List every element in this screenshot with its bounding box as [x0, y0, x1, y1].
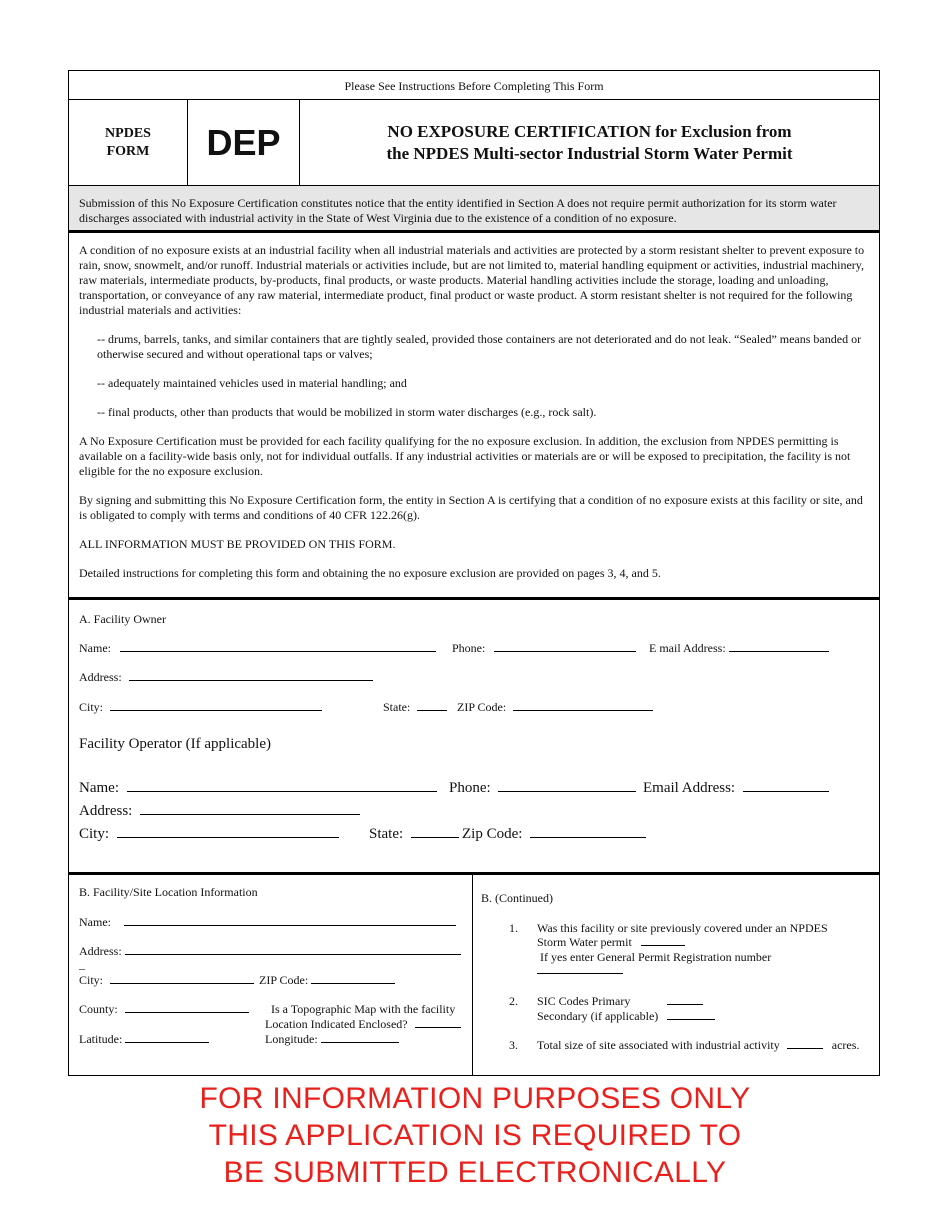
site-zip-row: [259, 973, 395, 988]
owner-state-row: [383, 700, 447, 715]
dep-logo-text: DEP: [188, 100, 300, 185]
owner-zip-label: ZIP Code:: [457, 700, 507, 714]
question-3-number: 3.: [509, 1038, 518, 1052]
site-latitude-row: [79, 1032, 209, 1047]
topo-map-answer-field[interactable]: [415, 1017, 461, 1028]
owner-name-field[interactable]: [120, 641, 436, 652]
submission-notice: Submission of this No Exposure Certification constitutes notice that the entity identified in Section A does not require permit authorization for its storm water discharges associated with industrial activity in the State of West Virginia due to the existence of a condition of no exposure.: [69, 186, 879, 233]
operator-name-label: Name:: [79, 780, 119, 796]
owner-city-row: [79, 700, 322, 715]
form-title-line1: NO EXPOSURE CERTIFICATION for Exclusion from: [387, 121, 792, 141]
operator-zip-field[interactable]: [530, 827, 646, 838]
operator-state-field[interactable]: [411, 827, 459, 838]
question-2-number: 2.: [509, 994, 518, 1008]
owner-zip-row: [457, 700, 653, 715]
site-address-field[interactable]: [125, 944, 461, 955]
site-name-row: [79, 915, 456, 930]
owner-zip-field[interactable]: [513, 700, 653, 711]
owner-address-row: [79, 670, 373, 685]
owner-state-label: State:: [383, 700, 411, 714]
operator-address-label: Address:: [79, 803, 133, 819]
registration-number-row: [537, 963, 623, 978]
section-b-location-info: [69, 875, 473, 1075]
question-1-line3: If yes enter General Permit Registration number: [540, 950, 772, 964]
stamp-line3: BE SUBMITTED ELECTRONICALLY: [223, 1156, 727, 1189]
owner-email-field[interactable]: [729, 641, 829, 652]
question-1-line1: Was this facility or site previously covered under an NPDES: [537, 921, 828, 935]
npdes-label-line2: FORM: [106, 143, 150, 159]
site-county-label: County:: [79, 1002, 118, 1016]
section-b-continued: [473, 875, 879, 1075]
instructions-banner: Please See Instructions Before Completing This Form: [69, 71, 879, 100]
site-city-label: City:: [79, 973, 104, 987]
section-a-facility-owner: [69, 600, 879, 875]
site-county-field[interactable]: [125, 1002, 249, 1013]
operator-email-field[interactable]: [743, 781, 829, 792]
section-b: [69, 875, 879, 1075]
sic-secondary-row: [537, 1009, 715, 1024]
explanation-paragraph-3: By signing and submitting this No Exposure Certification form, the entity in Section A is certifying that a condition of no exposure exists at this facility or site, and is obligated to comply with terms and conditions of 40 CFR 122.26(g).: [79, 493, 863, 522]
site-latitude-label: Latitude:: [79, 1032, 123, 1046]
stamp-line2: THIS APPLICATION IS REQUIRED TO: [208, 1119, 742, 1152]
owner-city-field[interactable]: [110, 700, 322, 711]
owner-state-field[interactable]: [417, 700, 447, 711]
facility-operator-heading: Facility Operator (If applicable): [79, 736, 271, 752]
operator-zip-label: Zip Code:: [462, 826, 523, 842]
operator-address-field[interactable]: [140, 804, 360, 815]
site-address-stray-mark: _: [79, 957, 85, 971]
operator-email-label: Email Address:: [643, 780, 736, 796]
site-address-label: Address:: [79, 944, 122, 958]
exception-bullet-vehicles: -- adequately maintained vehicles used in material handling; and: [97, 376, 407, 390]
site-zip-field[interactable]: [311, 973, 395, 984]
operator-phone-field[interactable]: [498, 781, 636, 792]
topo-map-question-line1: Is a Topographic Map with the facility: [271, 1002, 456, 1016]
sic-primary-field[interactable]: [667, 994, 703, 1005]
operator-phone-label: Phone:: [449, 780, 491, 796]
operator-state-row: [369, 826, 459, 843]
operator-phone-row: [449, 780, 636, 797]
owner-phone-field[interactable]: [494, 641, 636, 652]
section-b-heading: B. Facility/Site Location Information: [79, 885, 258, 899]
site-longitude-label: Longitude:: [265, 1032, 318, 1046]
site-city-row: [79, 973, 254, 988]
section-b-continued-heading: B. (Continued): [481, 891, 553, 905]
question-1-permit-row: [537, 935, 685, 950]
operator-city-row: [79, 826, 339, 843]
site-name-label: Name:: [79, 915, 111, 929]
information-only-stamp: [0, 1080, 950, 1191]
owner-phone-label: Phone:: [452, 641, 486, 655]
site-longitude-field[interactable]: [321, 1032, 399, 1043]
site-county-row: [79, 1002, 249, 1017]
site-zip-label: ZIP Code:: [259, 973, 309, 987]
no-exposure-certification-form: [68, 70, 880, 1076]
topo-map-question-line2: Location Indicated Enclosed?: [265, 1017, 408, 1031]
section-a-heading: A. Facility Owner: [79, 612, 166, 626]
owner-address-label: Address:: [79, 670, 122, 684]
all-info-required-note: ALL INFORMATION MUST BE PROVIDED ON THIS FORM.: [79, 537, 396, 551]
site-longitude-row: [265, 1032, 399, 1047]
form-title-line2: the NPDES Multi-sector Industrial Storm Water Permit: [386, 143, 793, 163]
owner-name-row: [79, 641, 436, 656]
operator-name-field[interactable]: [127, 781, 437, 792]
exception-bullet-final-products: -- final products, other than products that would be mobilized in storm water discharges (e.g., rock salt).: [97, 405, 597, 419]
operator-state-label: State:: [369, 826, 404, 842]
stamp-line1: FOR INFORMATION PURPOSES ONLY: [199, 1082, 751, 1115]
operator-zip-row: [462, 826, 646, 843]
topo-map-question-row: [265, 1017, 461, 1032]
site-city-field[interactable]: [110, 973, 254, 984]
explanation-paragraph-2: A No Exposure Certification must be provided for each facility qualifying for the no exposure exclusion. In addition, the exclusion from NPDES permitting is available on a facility-wide basis only, not for individual outfalls. If any industrial activities or materials are or will be exposed to precipitation, the facility is not eligible for the no exposure exclusion.: [79, 434, 851, 478]
form-title: [300, 100, 879, 185]
operator-email-row: [643, 780, 829, 797]
previous-permit-field[interactable]: [641, 935, 685, 946]
operator-address-row: [79, 803, 360, 820]
sic-primary-label: SIC Codes Primary: [537, 994, 631, 1008]
operator-city-field[interactable]: [117, 827, 339, 838]
site-size-label: Total size of site associated with industrial activity: [537, 1038, 780, 1052]
sic-secondary-label: Secondary (if applicable): [537, 1009, 659, 1023]
owner-name-label: Name:: [79, 641, 111, 655]
npdes-label-line1: NPDES: [105, 125, 151, 141]
site-name-field[interactable]: [124, 915, 456, 926]
owner-address-field[interactable]: [129, 670, 373, 681]
site-size-field[interactable]: [787, 1038, 823, 1049]
owner-city-label: City:: [79, 700, 104, 714]
owner-email-label: E mail Address:: [649, 641, 726, 655]
instructions-pages-note: Detailed instructions for completing this form and obtaining the no exposure exclusion are provided on pages 3, 4, and 5.: [79, 566, 661, 580]
site-size-row: [537, 1038, 859, 1053]
explanation-paragraph-1: A condition of no exposure exists at an industrial facility when all industrial materials and activities are protected by a storm resistant shelter to prevent exposure to rain, snow, snowmelt, and/or runoff. Industrial materials or activities include, but are not limited to, material handling equipment or activities, industrial machinery, raw materials, intermediate products, by-products, final products, or waste products. Material handling activities include the storage, loading and unloading, transportation, or conveyance of any raw material, intermediate product, final product or waste product. A storm resistant shelter is not required for the following industrial materials and activities:: [79, 243, 865, 317]
sic-secondary-field[interactable]: [667, 1009, 715, 1020]
registration-number-field[interactable]: [537, 963, 623, 974]
npdes-form-label: [69, 100, 188, 185]
question-1-number: 1.: [509, 921, 518, 935]
site-size-unit: acres.: [831, 1038, 860, 1052]
sic-primary-row: [537, 994, 703, 1009]
owner-phone-row: [452, 641, 636, 656]
question-1-line2: Storm Water permit: [537, 935, 632, 949]
site-latitude-field[interactable]: [125, 1032, 209, 1043]
exception-bullet-containers: -- drums, barrels, tanks, and similar containers that are tightly sealed, provided those containers are not deteriorated and do not leak. “Sealed” means banded or otherwise secured and without operational taps or valves;: [97, 332, 862, 361]
form-header: [69, 100, 879, 186]
operator-city-label: City:: [79, 826, 110, 842]
owner-email-row: [649, 641, 829, 656]
operator-name-row: [79, 780, 437, 797]
no-exposure-explanation: [69, 233, 879, 600]
site-address-row: [79, 944, 461, 959]
